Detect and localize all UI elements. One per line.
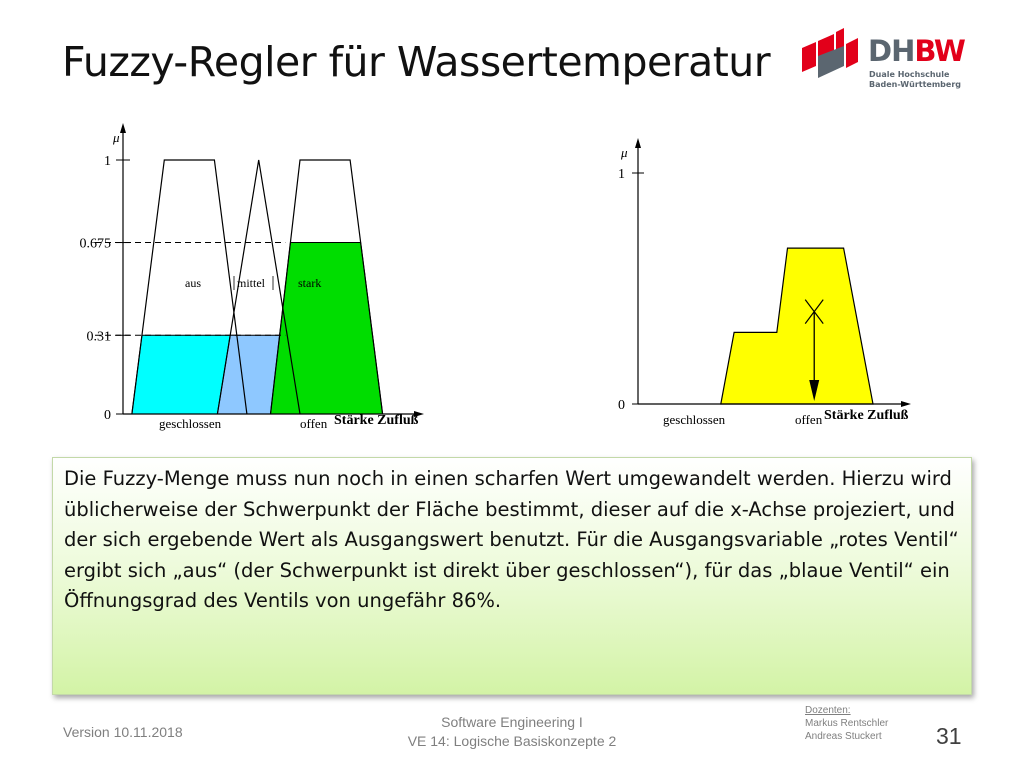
footer-lecturers	[805, 704, 888, 743]
explanation-box	[52, 457, 972, 695]
y-tick-label: 0.31	[86, 329, 111, 345]
set-label-aus: aus	[185, 276, 201, 290]
y-tick-label: 0	[618, 398, 625, 413]
x-tick-label-offen: offen	[300, 416, 328, 431]
lecturer-name: Markus Rentschler	[805, 718, 889, 729]
logo-wordmark: DHBW	[868, 34, 965, 68]
footer-course	[370, 713, 654, 751]
slide-title: Fuzzy-Regler für Wassertemperatur	[62, 38, 771, 86]
set-label-mittel: mittel	[237, 276, 265, 290]
logo-subtitle: Duale Hochschule Baden-Württemberg	[869, 70, 962, 89]
footer-version: Version 10.11.2018	[63, 724, 183, 740]
lecturer-name: Andreas Stuckert	[805, 731, 882, 742]
x-tick-label-geschlossen: geschlossen	[663, 412, 726, 427]
chart-output-set	[605, 135, 935, 435]
explanation-text: Die Fuzzy-Menge muss nun noch in einen scharfen Wert umgewandelt werden. Hierzu wird üblicherweise der Schwerpunkt der Fläche bestimmt, dieser auf die x-Achse projeziert, und der sich ergebende Wert als Ausgangswert benutzt. Für die Ausgangsvariable „rotes Ventil“ ergibt sich „aus“ (der Schwerpunkt ist direkt über geschlossen“), für das „blaue Ventil“ ein Öffnungsgrad des Ventils von ungefähr 86%.	[64, 467, 959, 612]
plot-area	[95, 123, 424, 417]
set-label-stark: stark	[298, 276, 322, 290]
x-tick-label-geschlossen: geschlossen	[159, 416, 222, 431]
footer-lecture-title: VE 14: Logische Basiskonzepte 2	[407, 733, 617, 749]
y-tick-label: 0.675	[79, 236, 111, 252]
y-axis-label: μ	[621, 145, 628, 160]
plot-area	[635, 138, 911, 407]
x-tick-label-offen: offen	[795, 412, 823, 427]
aggregated-output-area	[721, 248, 873, 404]
x-axis-label: Stärke Zufluß	[334, 413, 419, 428]
page-number: 31	[936, 723, 962, 749]
y-tick-label: 1	[618, 167, 625, 182]
y-tick-label: 1	[104, 154, 111, 169]
x-axis-label: Stärke Zufluß	[824, 408, 909, 423]
lecturers-heading: Dozenten:	[805, 705, 851, 716]
footer-course-title: Software Engineering I	[441, 714, 583, 730]
y-axis-label: μ	[113, 130, 120, 145]
y-tick-label: 0	[104, 408, 111, 423]
chart-input-sets	[80, 120, 460, 440]
